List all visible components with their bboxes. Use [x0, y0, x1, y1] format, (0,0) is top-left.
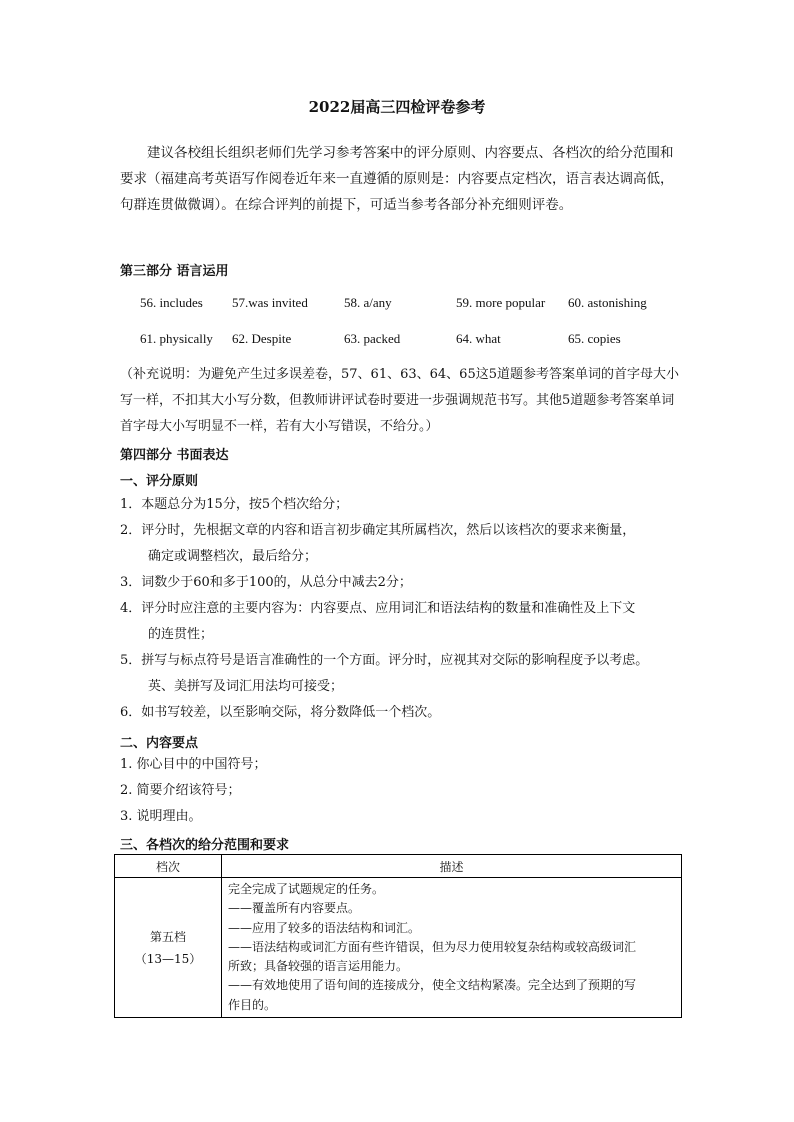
part3-heading: 第三部分 语言运用	[120, 264, 229, 279]
supplementary-note	[120, 362, 680, 440]
scoring-levels-table	[114, 854, 682, 1018]
answer-62: 62. Despite	[232, 331, 292, 346]
supplementary-note-text: （补充说明：为避免产生过多误差卷，57、61、63、64、65这5道题参考答案单词的首字母大小写一样，不扣其大小写分数，但教师讲评试卷时要进一步强调规范书写。其他5道题参考答案单词首字母大小写明显不一样，若有大小写错误，不给分。）	[120, 367, 679, 434]
levels-heading: 三、各档次的给分范围和要求	[120, 838, 290, 853]
principle-item: 2．评分时，先根据文章的内容和语言初步确定其所属档次，然后以该档次的要求来衡量， 确定或调整档次，最后给分；	[120, 523, 636, 564]
part4-heading: 第四部分 书面表达	[120, 448, 229, 463]
principle-item: 1．本题总分为15分，按5个档次给分；	[120, 497, 349, 512]
content-point: 1. 你心目中的中国符号；	[120, 757, 267, 772]
table-header-row	[115, 855, 682, 878]
principles-heading: 一、评分原则	[120, 474, 199, 489]
answer-65: 65. copies	[568, 331, 621, 346]
level-cell	[115, 878, 222, 1018]
level-name: 第五档	[149, 929, 186, 944]
content-point: 2. 简要介绍该符号；	[120, 783, 241, 798]
content-point: 3. 说明理由。	[120, 809, 202, 824]
principles-list	[120, 492, 680, 726]
answer-61: 61. physically	[140, 331, 213, 346]
content-points-heading: 二、内容要点	[120, 736, 199, 751]
content-points-list	[120, 752, 680, 830]
answer-56: 56. includes	[140, 295, 203, 310]
principle-item: 3．词数少于60和多于100的，从总分中减去2分；	[120, 575, 412, 590]
level-range: （13—15）	[134, 951, 202, 966]
answer-58: 58. a/any	[344, 295, 392, 310]
answer-60: 60. astonishing	[568, 295, 647, 310]
answer-63: 63. packed	[344, 331, 401, 346]
header-description: 描述	[222, 855, 682, 878]
description-cell: 完全完成了试题规定的任务。 ——覆盖所有内容要点。 ——应用了较多的语法结构和词汇。 ——语法结构或词汇方面有些许错误，但为尽力使用较复杂结构或较高级词汇 所致；具备较强的语言运用能力。 ——有效地使用了语句间的连接成分，使全文结构紧凑。完全达到了预期的写 作目的。	[222, 878, 682, 1018]
intro-paragraph	[120, 140, 680, 218]
principle-item: 6．如书写较差，以至影响交际，将分数降低一个档次。	[120, 705, 441, 720]
answer-64: 64. what	[456, 331, 501, 346]
document-title: 2022届高三四检评卷参考	[308, 98, 486, 116]
header-level: 档次	[115, 855, 222, 878]
answer-57: 57.was invited	[232, 295, 308, 310]
table-row	[115, 878, 682, 1018]
principle-item: 4．评分时应注意的主要内容为：内容要点、应用词汇和语法结构的数量和准确性及上下文 的连贯性；	[120, 601, 636, 642]
intro-text: 建议各校组长组织老师们先学习参考答案中的评分原则、内容要点、各档次的给分范围和要求（福建高考英语写作阅卷近年来一直遵循的原则是：内容要点定档次，语言表达调高低，句群连贯做微调）。在综合评判的前提下，可适当参考各部分补充细则评卷。	[120, 145, 674, 213]
answer-59: 59. more popular	[456, 295, 546, 310]
principle-item: 5．拼写与标点符号是语言准确性的一个方面。评分时，应视其对交际的影响程度予以考虑。 英、美拼写及词汇用法均可接受；	[120, 653, 649, 694]
